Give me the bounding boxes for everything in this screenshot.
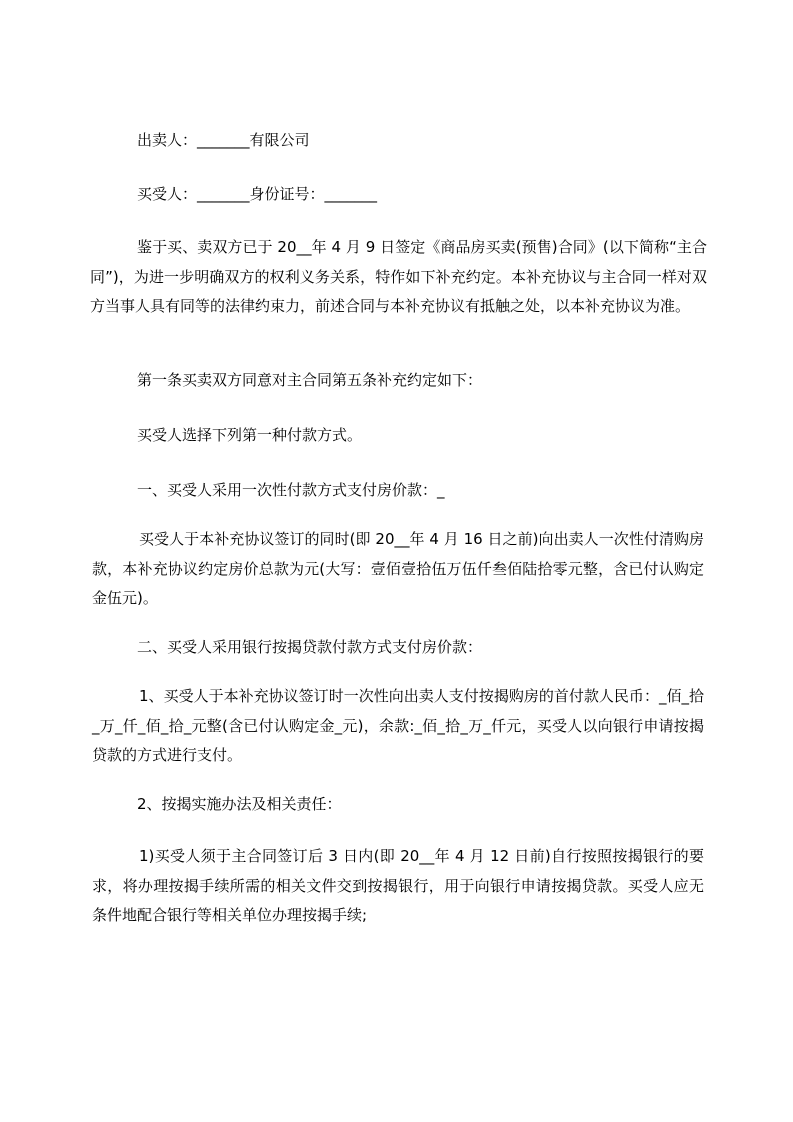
option-two-item-2-sub-1: 1)买受人须于主合同签订后 3 日内(即 20__年 4 月 12 日前)自行按照按揭银行的要求，将办理按揭手续所需的相关文件交到按揭银行，用于向银行申请按揭贷款。买受人应无条件地配合银行等相关单位办理按揭手续; — [92, 847, 704, 924]
seller-line: 出卖人：_______有限公司 — [137, 131, 310, 149]
option-two-item-1: 1、买受人于本补充协议签订时一次性向出卖人支付按揭购房的首付款人民币：_佰_拾_万_仟_佰_拾_元整(含已付认购定金_元)，余款:_佰_拾_万_仟元，买受人以向银行申请按揭贷款的方式进行支付。 — [92, 687, 704, 764]
buyer-line: 买受人：_______身份证号：_______ — [137, 185, 378, 203]
option-two-item-2: 2、按揭实施办法及相关责任： — [137, 795, 342, 813]
option-one-heading: 一、买受人采用一次性付款方式支付房价款：_ — [137, 481, 445, 499]
article-one-heading: 第一条买卖双方同意对主合同第五条补充约定如下： — [137, 371, 483, 389]
payment-choice-line: 买受人选择下列第一种付款方式。 — [137, 426, 363, 444]
option-one-body: 买受人于本补充协议签订的同时(即 20__年 4 月 16 日之前)向出卖人一次性付清购房款，本补充协议约定房价总款为元(大写：壹佰壹拾伍万伍仟叁佰陆拾零元整，含已付认购定金伍元)。 — [92, 530, 704, 607]
option-two-heading: 二、买受人采用银行按揭贷款付款方式支付房价款： — [137, 638, 483, 656]
preamble-paragraph: 鉴于买、卖双方已于 20__年 4 月 9 日签定《商品房买卖(预售)合同》(以下简称“主合同”)，为进一步明确双方的权利义务关系，特作如下补充约定。本补充协议与主合同一样对双方当事人具有同等的法律约束力，前述合同与本补充协议有抵触之处，以本补充协议为准。 — [90, 238, 707, 315]
